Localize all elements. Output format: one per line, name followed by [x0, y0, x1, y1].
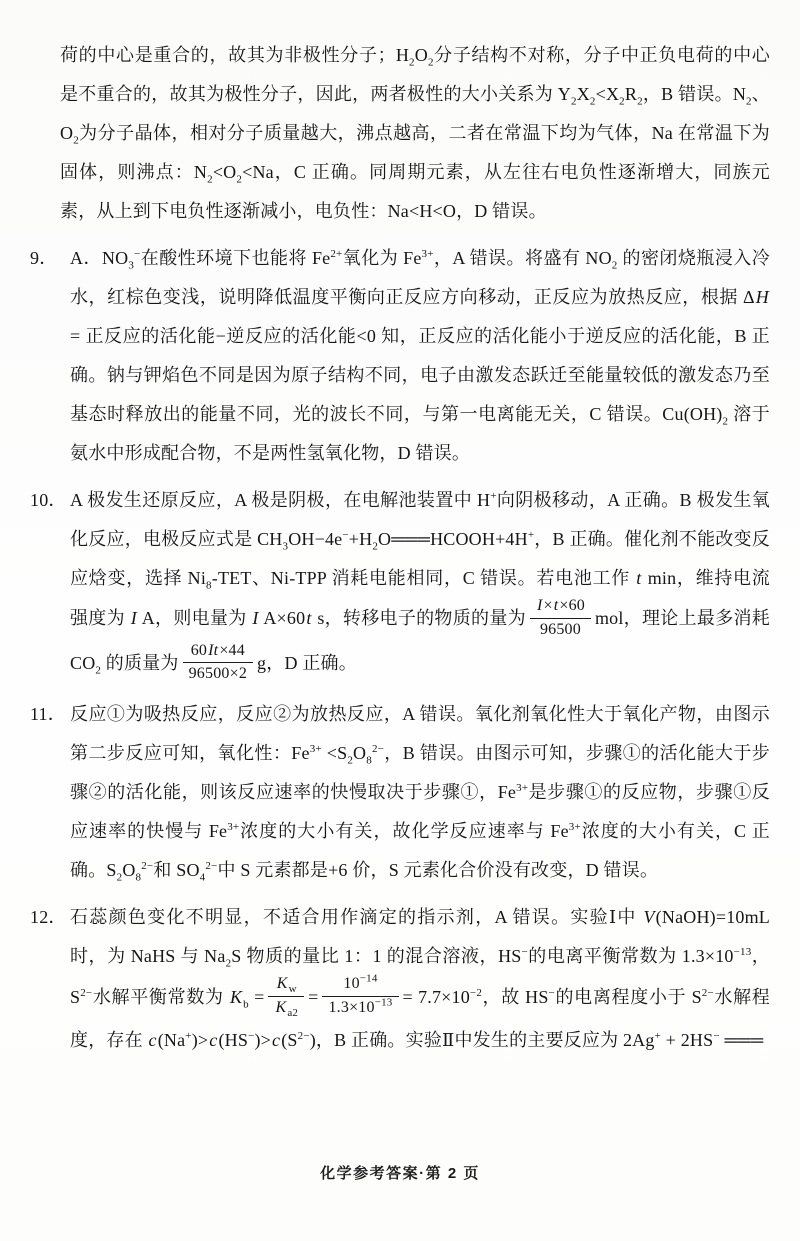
- italic-symbol: t: [636, 568, 642, 588]
- superscript: 3+: [568, 821, 581, 834]
- page-footer: 化学参考答案·第 2 页: [320, 1165, 480, 1182]
- subscript: 2: [746, 95, 752, 108]
- italic-symbol: H: [755, 287, 769, 307]
- superscript: −2: [469, 986, 483, 999]
- superscript: 2−: [141, 860, 154, 873]
- italic-symbol: I: [252, 608, 259, 629]
- superscript: +: [185, 1029, 192, 1042]
- answer-text: A．$NO_3^-$在酸性环境下也能将 $Fe^{2+}$氧化为 $Fe^{3+}$，A 错误。将盛有 $NO_2$ 的密闭烧瓶浸入冷水，红棕色变浅，说明降低温度平衡向正反应方向移动，正反应为放热反应，根据 ΔH = 正反应的活化能−逆反应的活化能<0 知，正反应的活化能小于逆反应的活化能，B 正确。钠与钾焰色不同是因为原子结构不同，电子由激发态跃迁至能量较低的激发态乃至基态时释放出的能量不同，光的波长不同，与第一电离能无关，C 错误。$Cu(OH)_2$ 溶于氨水中形成配合物，不是两性氢氧化物，D 错误。: [70, 248, 771, 463]
- subscript: 8: [366, 754, 372, 767]
- answer-text: 反应①为吸热反应，反应②为放热反应，A 错误。氧化剂氧化性大于氧化产物，由图示第二步反应可知，氧化性：$Fe^{3+} <S_2O_8^{2-}$，B 错误。由图示可知，步骤①的活化能大于步骤②的活化能，则该反应速率的快慢取决于步骤①，$Fe^{3+}$是步骤①的反应物，步骤①反应速率的快慢与 $Fe^{3+}$浓度的大小有关，故化学反应速率与 $Fe^{3+}$浓度的大小有关，C 正确。$S_2O_8^{2-}$和 $SO_4^{2-}$中 S 元素都是+6 价，S 元素化合价没有改变，D 错误。: [70, 704, 771, 884]
- answer-item-11: [30, 695, 770, 890]
- italic-symbol: K: [275, 998, 287, 1016]
- superscript: −: [713, 1029, 720, 1042]
- subscript: w: [288, 983, 297, 996]
- answer-text: 荷的中心是重合的，故其为非极性分子；$H_2O_2$分子结构不对称，分子中正负电荷的中心是不重合的，故其为极性分子，因此，两者极性的大小关系为 $Y_2X_2<X_2R_2$，B 错误。$N_2$、$O_2$为分子晶体，相对分子质量越大，沸点越高，二者在常温下均为气体，Na 在常温下为固体，则沸点：$N_2<O_2<Na$，C 正确。同周期元素，从左往右电负性逐渐增大，同族元素，从上到下电负性逐渐减小，电负性：Na<H<O，D 错误。: [60, 45, 771, 221]
- fraction: $\frac{10^{-14}}{1.3\times 10^{-13}}$: [322, 974, 398, 1019]
- italic-symbol: t: [553, 597, 559, 614]
- superscript: −: [548, 986, 555, 999]
- subscript: 2: [236, 173, 243, 186]
- italic-symbol: V: [643, 907, 655, 928]
- italic-symbol: c: [148, 1029, 157, 1050]
- superscript: +: [654, 1029, 661, 1042]
- subscript: 2: [619, 95, 625, 108]
- subscript: 3: [128, 259, 135, 272]
- italic-symbol: t: [306, 608, 312, 629]
- superscript: 2−: [80, 986, 93, 999]
- superscript: +: [527, 529, 535, 541]
- italic-symbol: I: [536, 597, 543, 614]
- fraction: $\frac{I\times t\times 60}{96500}$: [530, 596, 591, 641]
- superscript: −13: [733, 946, 752, 959]
- subscript: 2: [589, 95, 596, 108]
- subscript: 2: [225, 957, 232, 970]
- subscript: 2: [73, 134, 79, 147]
- answer-text: 石蕊颜色变化不明显，不适合用作滴定的指示剂，A 错误。实验Ⅰ中 V(NaOH)=10mL 时，为 NaHS 与 $Na_2S$ 物质的量比 1：1 的混合溶液，HS−的电离平衡常数为 $1.3\times 10^{-13}$，$S^{2-}$水解平衡常数为 $K_b$ = $\frac{K_w}{K_{a2}}$ = $\frac{10^{-14}}{1.3\times 10^{-13}}$ = $7.7\times 10^{-2}$，故 HS−的电离程度小于 $S^{2-}$水解程度，存在 $c(Na^+)>c(HS^-)>c(S^{2-})$，B 正确。实验Ⅱ中发生的主要反应为 2Ag+ + 2HS− ═══: [70, 907, 770, 1050]
- subscript: b: [243, 998, 249, 1011]
- subscript: 2: [347, 754, 354, 767]
- superscript: −: [342, 529, 349, 541]
- superscript: 3+: [516, 782, 529, 795]
- superscript: 2−: [297, 1029, 310, 1042]
- answer-continuation-paragraph: [30, 36, 770, 231]
- superscript: −13: [374, 996, 393, 1009]
- subscript: 2: [427, 56, 434, 69]
- answer-item-9: [30, 239, 770, 473]
- superscript: 3+: [227, 821, 240, 834]
- subscript: 8: [135, 871, 142, 884]
- superscript: 2−: [205, 860, 218, 873]
- subscript: 2: [95, 664, 102, 677]
- item-number: 11．: [30, 704, 66, 725]
- subscript: 8: [206, 579, 212, 592]
- subscript: 2: [116, 871, 123, 884]
- item-number: 9．: [30, 248, 58, 268]
- subscript: 2: [722, 415, 729, 428]
- italic-symbol: K: [229, 986, 243, 1007]
- fraction: [268, 974, 304, 1019]
- subscript: 2: [637, 95, 643, 108]
- superscript: 3+: [421, 248, 434, 260]
- item-number: 12．: [30, 907, 67, 928]
- answer-item-12: [30, 898, 770, 1060]
- superscript: −14: [359, 972, 378, 985]
- subscript: a2: [287, 1007, 299, 1020]
- subscript: 2: [409, 56, 415, 69]
- answer-item-10: [30, 481, 770, 687]
- subscript: 2: [611, 259, 618, 272]
- item-number: 10．: [30, 490, 67, 510]
- subscript: 2: [372, 540, 379, 553]
- subscript: 4: [199, 871, 206, 884]
- subscript: 2: [570, 95, 577, 108]
- superscript: 2−: [371, 743, 385, 756]
- italic-symbol: c: [272, 1029, 281, 1050]
- subscript: 2: [207, 173, 213, 186]
- superscript: 2+: [330, 248, 343, 260]
- fraction: $\frac{60It\times 44}{96500\times 2}$: [183, 641, 253, 686]
- superscript: −: [248, 1029, 255, 1042]
- superscript: +: [490, 490, 497, 502]
- italic-symbol: I: [130, 608, 137, 629]
- superscript: 2−: [701, 986, 714, 999]
- superscript: 3+: [309, 743, 322, 756]
- italic-symbol: K: [276, 975, 288, 993]
- italic-symbol: c: [209, 1029, 218, 1050]
- answer-text: A 极发生还原反应，A 极是阴极，在电解池装置中 H+向阴极移动，A 正确。B 极发生氧化反应，电极反应式是 $CH_3OH-4e^-+H_2O═══HCOOH+4H^+$，B 正确。催化剂不能改变反应焓变，选择 $Ni_8$-TET、Ni-TPP 消耗电能相同，C 错误。若电池工作 t min，维持电流强度为 I A，则电量为 I A×60t s，转移电子的物质的量为 $\frac{I\times t\times 60}{96500}$ mol，理论上最多消耗 $CO_2$ 的质量为 $\frac{60It\times 44}{96500\times 2}$ g，D 正确。: [70, 490, 770, 673]
- subscript: 3: [282, 540, 289, 553]
- superscript: −: [521, 946, 528, 959]
- italic-symbol: It: [208, 641, 219, 659]
- superscript: −: [134, 248, 141, 260]
